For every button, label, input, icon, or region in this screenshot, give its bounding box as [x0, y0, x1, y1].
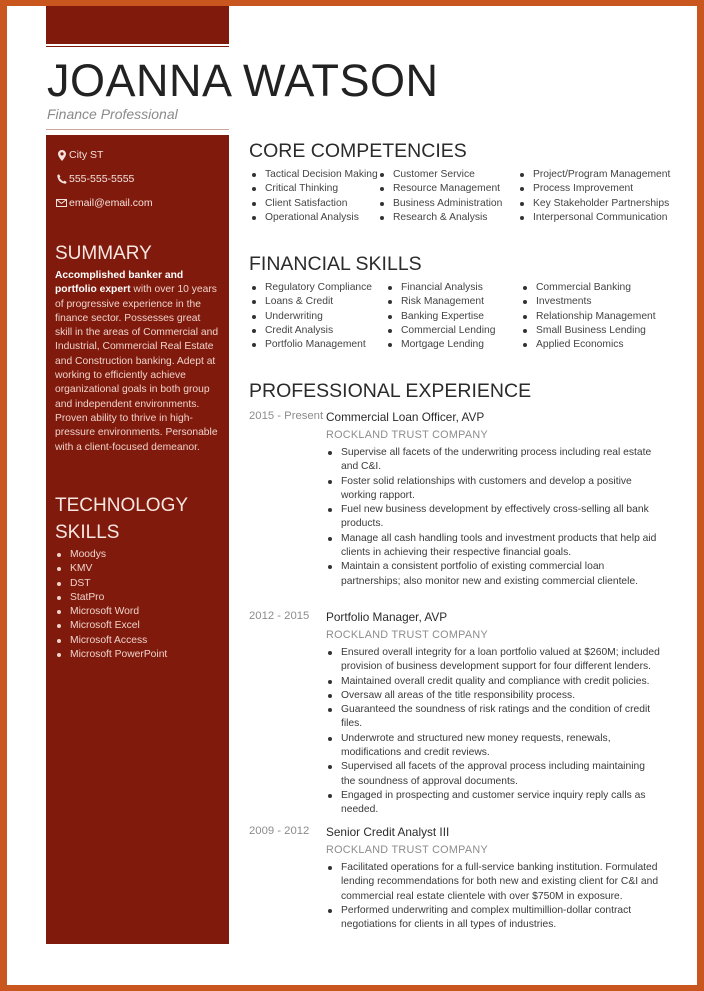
summary-text — [55, 269, 220, 455]
list-item: Research & Analysis — [379, 211, 519, 225]
list-item: Resource Management — [379, 182, 519, 196]
list-item: Underwrote and structured new money requests, renewals, modifications and credit reviews. — [326, 732, 661, 761]
list-item: Manage all cash handling tools and investment products that help aid clients in achieving their respective financial goals. — [326, 532, 661, 561]
list-item: Business Administration — [379, 197, 519, 211]
list-item: StatPro — [55, 591, 167, 605]
list-item: DST — [55, 577, 167, 591]
list-item: Loans & Credit — [251, 295, 387, 309]
technology-heading: TECHNOLOGY SKILLS — [55, 495, 188, 543]
list-item: Engaged in prospecting and customer service inquiry reply calls as needed. — [326, 789, 661, 818]
job-title: Commercial Loan Officer, AVP — [326, 410, 485, 424]
job-bullets — [326, 861, 661, 932]
list-item: Guaranteed the soundness of risk ratings and the condition of credit files. — [326, 703, 661, 732]
financial-skills-heading: FINANCIAL SKILLS — [249, 253, 422, 275]
contact-email — [55, 197, 153, 209]
resume-page — [7, 6, 697, 985]
list-item: Relationship Management — [522, 310, 672, 324]
list-item: Operational Analysis — [251, 211, 379, 225]
summary-body: with over 10 years of progressive experience in the finance sector. Possesses great skill in the areas of Commercial and Industrial, Commercial Real Estate and Construction banking. Adept at working to efficiently achieve organizational goals in both group and independent environments. Proven ability to thrive in high-pressure environments. Personable with a client-focused demeanor. — [55, 284, 219, 453]
financial-skills-list — [251, 281, 672, 352]
list-item: Financial Analysis — [387, 281, 522, 295]
header-accent-bar — [46, 6, 229, 44]
list-item: Ensured overall integrity for a loan portfolio valued at $260M; included provision of business development support for four different lenders. — [326, 646, 661, 675]
contact-phone — [55, 173, 134, 185]
list-item: Commercial Lending — [387, 324, 522, 338]
list-item: Moodys — [55, 548, 167, 562]
envelope-icon — [55, 199, 68, 207]
job-company: ROCKLAND TRUST COMPANY — [326, 844, 488, 856]
list-item: Customer Service — [379, 168, 519, 182]
core-column-1 — [251, 168, 379, 225]
list-item: Risk Management — [387, 295, 522, 309]
list-item: Microsoft Access — [55, 634, 167, 648]
experience-heading: PROFESSIONAL EXPERIENCE — [249, 380, 532, 402]
list-item: Foster solid relationships with customers and develop a positive working rapport. — [326, 475, 661, 504]
list-item: Commercial Banking — [522, 281, 672, 295]
job-title: Senior Credit Analyst III — [326, 825, 450, 839]
job-company: ROCKLAND TRUST COMPANY — [326, 429, 488, 441]
candidate-name: JOANNA WATSON — [47, 55, 439, 106]
list-item: Underwriting — [251, 310, 387, 324]
job-dates: 2009 - 2012 — [249, 825, 310, 837]
phone-icon — [55, 174, 68, 184]
financial-column-2 — [387, 281, 522, 352]
list-item: Fuel new business development by effectively cross-selling all bank products. — [326, 503, 661, 532]
list-item: Performed underwriting and complex multimillion-dollar contract negotiations for clients in all types of industries. — [326, 904, 661, 933]
list-item: Small Business Lending — [522, 324, 672, 338]
sidebar — [46, 135, 229, 944]
job-company: ROCKLAND TRUST COMPANY — [326, 629, 488, 641]
contact-phone-text: 555-555-5555 — [69, 173, 135, 185]
job-bullets — [326, 446, 661, 589]
list-item: Regulatory Compliance — [251, 281, 387, 295]
list-item: Key Stakeholder Partnerships — [519, 197, 669, 211]
list-item: Banking Expertise — [387, 310, 522, 324]
contact-email-text: email@email.com — [69, 197, 153, 209]
summary-heading: SUMMARY — [55, 243, 152, 264]
list-item: Client Satisfaction — [251, 197, 379, 211]
list-item: Applied Economics — [522, 338, 672, 352]
contact-location-text: City ST — [69, 149, 104, 161]
list-item: Supervised all facets of the approval process including maintaining the soundness of approval documents. — [326, 760, 661, 789]
list-item: Mortgage Lending — [387, 338, 522, 352]
financial-column-1 — [251, 281, 387, 352]
list-item: Portfolio Management — [251, 338, 387, 352]
list-item: Investments — [522, 295, 672, 309]
core-competencies-list — [251, 168, 669, 225]
list-item: Process Improvement — [519, 182, 669, 196]
financial-column-3 — [522, 281, 672, 352]
list-item: Maintain a consistent portfolio of existing commercial loan partnerships; also monitor new and existing commercial clientele. — [326, 560, 661, 589]
list-item: Facilitated operations for a full-service banking institution. Formulated lending recommendations for both new and existing client for C&I and commercial real estate clientele with over $750M in exposure. — [326, 861, 661, 904]
list-item: Critical Thinking — [251, 182, 379, 196]
job-title: Portfolio Manager, AVP — [326, 610, 448, 624]
list-item: KMV — [55, 562, 167, 576]
list-item: Interpersonal Communication — [519, 211, 669, 225]
job-dates: 2015 - Present — [249, 410, 324, 422]
contact-location — [55, 149, 103, 161]
core-competencies-heading: CORE COMPETENCIES — [249, 140, 467, 162]
map-pin-icon — [55, 150, 68, 161]
header-divider — [46, 129, 229, 130]
job-dates: 2012 - 2015 — [249, 610, 310, 622]
header-accent-line — [46, 46, 229, 47]
list-item: Microsoft Excel — [55, 619, 167, 633]
job-bullets — [326, 646, 661, 818]
list-item: Tactical Decision Making — [251, 168, 379, 182]
list-item: Microsoft Word — [55, 605, 167, 619]
list-item: Oversaw all areas of the title responsibility process. — [326, 689, 661, 703]
list-item: Project/Program Management — [519, 168, 669, 182]
list-item: Credit Analysis — [251, 324, 387, 338]
list-item: Supervise all facets of the underwriting process including real estate and C&I. — [326, 446, 661, 475]
list-item: Microsoft PowerPoint — [55, 648, 167, 662]
core-column-2 — [379, 168, 519, 225]
technology-list — [55, 548, 167, 662]
list-item: Maintained overall credit quality and compliance with credit policies. — [326, 675, 661, 689]
candidate-title: Finance Professional — [47, 106, 178, 122]
core-column-3 — [519, 168, 669, 225]
summary-lead: Accomplished banker and portfolio expert — [55, 270, 184, 296]
